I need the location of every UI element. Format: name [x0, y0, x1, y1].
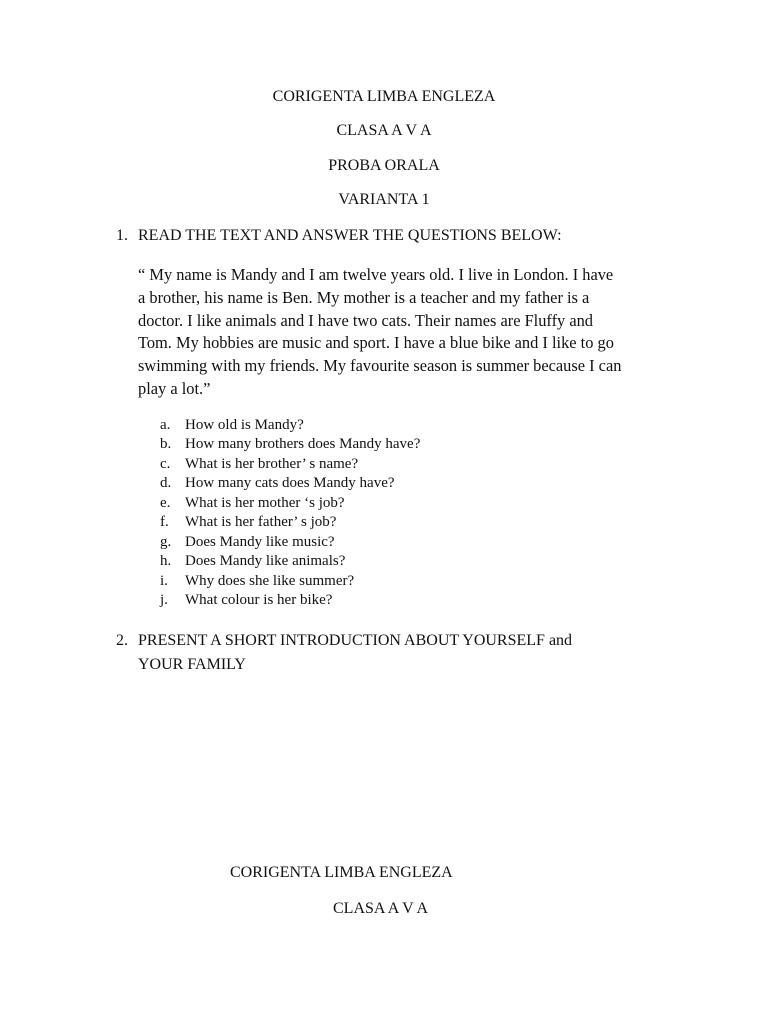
question-item	[160, 455, 420, 474]
question-item	[160, 591, 420, 610]
footer-class-label: CLASA A V A	[333, 900, 429, 917]
question-text: Does Mandy like music?	[185, 533, 335, 550]
question-text: What colour is her bike?	[185, 592, 333, 609]
question-letter: a.	[160, 417, 171, 433]
question-item	[160, 552, 420, 571]
question-item	[160, 435, 420, 454]
question-item	[160, 572, 420, 591]
section-2-heading-line-1: PRESENT A SHORT INTRODUCTION ABOUT YOURSELF and	[138, 632, 573, 649]
question-item	[160, 494, 420, 513]
question-item	[160, 474, 420, 493]
section-2-number: 2.	[116, 632, 128, 649]
reading-text-line: “ My name is Mandy and I am twelve years old. I live in London. I have	[138, 265, 614, 284]
variant-label: VARIANTA 1	[338, 191, 430, 208]
footer-title: CORIGENTA LIMBA ENGLEZA	[230, 864, 453, 881]
question-text: Why does she like summer?	[185, 572, 355, 589]
question-item	[160, 533, 420, 552]
document-title: CORIGENTA LIMBA ENGLEZA	[272, 88, 496, 105]
question-letter: c.	[160, 455, 171, 472]
section-2-heading-line-2: YOUR FAMILY	[138, 656, 246, 673]
question-letter: f.	[160, 514, 169, 531]
question-letter: b.	[160, 436, 172, 453]
question-letter: h.	[160, 553, 172, 570]
question-list	[160, 416, 420, 611]
section-1-heading: READ THE TEXT AND ANSWER THE QUESTIONS BELOW:	[138, 227, 562, 244]
reading-text-line: doctor. I like animals and I have two cats. Their names are Fluffy and	[138, 310, 594, 330]
question-text: What is her brother’ s name?	[185, 455, 359, 472]
question-letter: d.	[160, 475, 172, 492]
question-text: How many cats does Mandy have?	[185, 475, 395, 492]
class-label: CLASA A V A	[336, 122, 432, 139]
reading-text-line: Tom. My hobbies are music and sport. I have a blue bike and I like to go	[138, 333, 614, 353]
section-1-number: 1.	[116, 227, 128, 244]
question-text: How many brothers does Mandy have?	[185, 436, 421, 453]
reading-text	[138, 264, 683, 401]
question-letter: i.	[160, 572, 168, 589]
question-text: What is her father’ s job?	[185, 514, 337, 531]
test-type-label: PROBA ORALA	[328, 157, 440, 174]
reading-text-line: swimming with my friends. My favourite season is summer because I can	[138, 356, 622, 376]
question-letter: j.	[160, 592, 168, 609]
reading-text-line: a brother, his name is Ben. My mother is a teacher and my father is a	[138, 287, 590, 307]
question-text: Does Mandy like animals?	[185, 553, 346, 570]
question-text: What is her mother ‘s job?	[185, 494, 345, 511]
question-item	[160, 513, 420, 532]
question-letter: e.	[160, 494, 171, 511]
question-letter: g.	[160, 533, 172, 550]
question-text: How old is Mandy?	[185, 417, 304, 433]
question-item	[160, 416, 420, 435]
reading-text-line: play a lot.”	[138, 378, 211, 398]
